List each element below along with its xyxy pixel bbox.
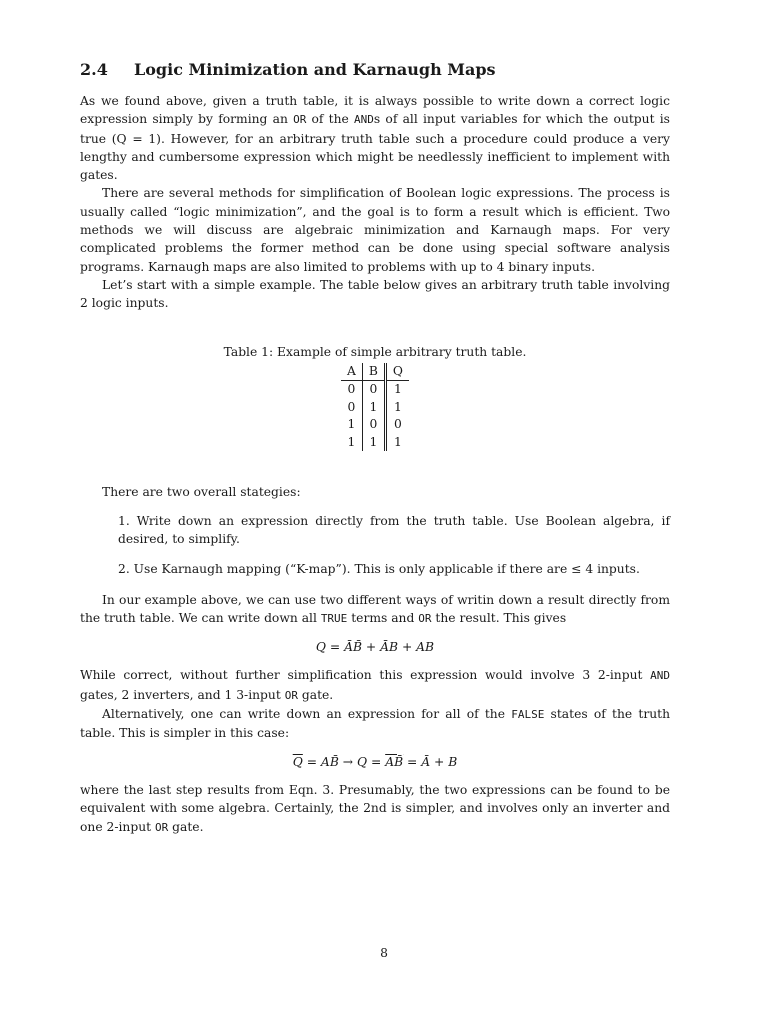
paragraph-example: Let’s start with a simple example. The table below gives an arbitrary truth table involving 2 logic inputs. (80, 277, 670, 311)
equation-sum-of-products: Q = ĀB̄ + ĀB + AB (315, 640, 435, 655)
cell: 1 (394, 434, 402, 449)
paragraph-cost: While correct, without further simplification this expression would involve 3 2-input AND gates, 2 inverters, and 1 3-input OR gate. (80, 668, 670, 702)
cell: 1 (394, 399, 402, 414)
cell: 0 (362, 381, 385, 399)
strategy-list (80, 512, 670, 579)
paragraph-conclusion: where the last step results from Eqn. 3. Presumably, the two expressions can be found to be equivalent with some algebra. Certainly, the 2nd is simpler, and involves only an inverter and one 2-input OR gate. (80, 782, 670, 834)
page-number: 8 (380, 946, 388, 960)
header-b: B (362, 363, 385, 381)
table-row (341, 434, 409, 452)
table-header-row (341, 363, 409, 381)
table-block (80, 343, 670, 452)
cell: 0 (341, 381, 362, 399)
header-a: A (341, 363, 362, 381)
cell: 1 (362, 434, 385, 452)
equation-false-states: $\overline{Q}$ = AB̄ → Q = AB̄ = Ā + B (292, 754, 458, 769)
paragraph-intro: As we found above, given a truth table, it is always possible to write down a correct logic expression simply by forming an OR of the ANDs of all input variables for which the output is true (Q = 1). However, for an arbitrary truth table such a procedure could produce a very lengthy and cumbersome expression which might be needlessly inefficient to implement with gates. (80, 94, 670, 183)
list-item: 1. Write down an expression directly from the truth table. Use Boolean algebra, if desired, to simplify. (118, 513, 670, 546)
table-row (341, 381, 409, 399)
section-number: 2.4 (80, 60, 108, 79)
cell: 1 (341, 416, 362, 434)
cell: 0 (394, 417, 402, 432)
truth-table (341, 363, 409, 452)
cell: 1 (362, 399, 385, 417)
paragraph-alternative: Alternatively, one can write down an expression for all of the FALSE states of the truth table. This is simpler in this case: (80, 707, 670, 741)
table-row (341, 416, 409, 434)
cell: 0 (341, 399, 362, 417)
table-caption: Table 1: Example of simple arbitrary truth table. (223, 344, 527, 359)
cell: 0 (362, 416, 385, 434)
list-item: 2. Use Karnaugh mapping (“K-map”). This is only applicable if there are ≤ 4 inputs. (118, 562, 640, 577)
cell: 1 (341, 434, 362, 452)
strategies-intro: There are two overall stategies: (102, 485, 301, 500)
header-q: Q (385, 363, 409, 381)
table-row (341, 399, 409, 417)
paragraph-methods: There are several methods for simplification of Boolean logic expressions. The process is usually called “logic minimization”, and the goal is to form a result which is efficient. Two methods we will discuss are algebraic minimization and Karnaugh maps. For very complicated problems the former method can be done using special software analysis programs. Karnaugh maps are also limited to problems with up to 4 binary inputs. (80, 186, 670, 274)
section-heading (80, 60, 670, 80)
document-page (80, 60, 670, 837)
section-title: Logic Minimization and Karnaugh Maps (134, 60, 496, 79)
paragraph-approach: In our example above, we can use two different ways of writin down a result directly from the truth table. We can write down all TRUE terms and OR the result. This gives (80, 592, 670, 625)
cell: 1 (394, 382, 402, 397)
